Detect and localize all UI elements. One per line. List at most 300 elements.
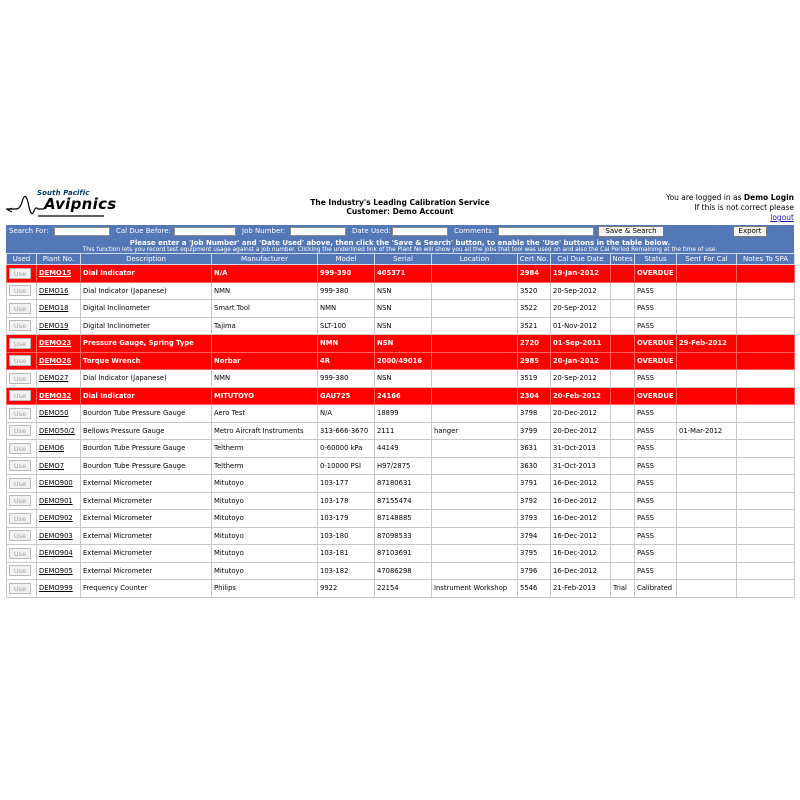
cell-notes-to-spa xyxy=(737,492,795,510)
equipment-table xyxy=(6,253,795,598)
cell-notes-to-spa xyxy=(737,387,795,405)
cell-used xyxy=(7,562,37,580)
col-header-cert-no[interactable]: Cert No. xyxy=(518,254,551,265)
plant-no-link[interactable]: DEMO904 xyxy=(39,549,73,558)
login-user: Demo Login xyxy=(743,193,794,202)
cell-used xyxy=(7,317,37,335)
cell-cal-due-date: 16-Dec-2012 xyxy=(551,510,611,528)
cell-location: Instrument Workshop xyxy=(432,580,518,598)
cell-plant-no xyxy=(37,580,81,598)
cell-description: Digital Inclinometer xyxy=(81,317,212,335)
cell-sent-for-cal xyxy=(677,265,737,283)
col-header-sent-for-cal[interactable]: Sent For Cal xyxy=(677,254,737,265)
plant-no-link[interactable]: DEMO19 xyxy=(39,321,69,330)
cell-sent-for-cal xyxy=(677,527,737,545)
cell-serial: 87103691 xyxy=(375,545,432,563)
cell-serial: 87180631 xyxy=(375,475,432,493)
cell-status: PASS xyxy=(635,562,677,580)
cell-location xyxy=(432,265,518,283)
cell-model: 103-177 xyxy=(318,475,375,493)
use-button[interactable]: Use xyxy=(9,408,31,419)
cell-location xyxy=(432,370,518,388)
plant-no-link[interactable]: DEMO901 xyxy=(39,496,73,505)
col-header-used[interactable]: Used xyxy=(7,254,37,265)
cell-serial: NSN xyxy=(375,282,432,300)
cell-cert-no: 2985 xyxy=(518,352,551,370)
cell-model: NMN xyxy=(318,335,375,353)
cell-used xyxy=(7,352,37,370)
cell-cal-due-date: 20-Sep-2012 xyxy=(551,370,611,388)
table-row xyxy=(7,580,795,598)
cell-manufacturer: Mitutoyo xyxy=(212,492,318,510)
cell-notes xyxy=(611,545,635,563)
cell-description: Digital Inclinometer xyxy=(81,300,212,318)
cell-used xyxy=(7,370,37,388)
cell-notes-to-spa xyxy=(737,352,795,370)
cell-description: Dial Indicator (Japanese) xyxy=(81,370,212,388)
cell-model: 103-178 xyxy=(318,492,375,510)
cell-status: PASS xyxy=(635,440,677,458)
cell-description: Torque Wrench xyxy=(81,352,212,370)
cell-manufacturer: NMN xyxy=(212,370,318,388)
plant-no-link[interactable]: DEMO6 xyxy=(39,444,65,453)
comments-input[interactable] xyxy=(498,227,594,236)
cell-notes-to-spa xyxy=(737,422,795,440)
use-button[interactable]: Use xyxy=(9,548,31,559)
cell-plant-no xyxy=(37,387,81,405)
cell-cal-due-date: 01-Sep-2011 xyxy=(551,335,611,353)
cell-model: 999-380 xyxy=(318,282,375,300)
col-header-serial[interactable]: Serial xyxy=(375,254,432,265)
cell-status: PASS xyxy=(635,475,677,493)
use-button[interactable]: Use xyxy=(9,268,31,279)
cell-cert-no: 3519 xyxy=(518,370,551,388)
cell-cal-due-date: 01-Nov-2012 xyxy=(551,317,611,335)
cell-location xyxy=(432,317,518,335)
cell-notes xyxy=(611,387,635,405)
cell-notes xyxy=(611,317,635,335)
use-button[interactable]: Use xyxy=(9,285,31,296)
cell-plant-no xyxy=(37,527,81,545)
cell-sent-for-cal xyxy=(677,352,737,370)
cell-manufacturer: Teltherm xyxy=(212,440,318,458)
cell-location xyxy=(432,352,518,370)
cell-status: PASS xyxy=(635,545,677,563)
cell-manufacturer: NMN xyxy=(212,282,318,300)
cell-cert-no: 3799 xyxy=(518,422,551,440)
cell-manufacturer: Norbar xyxy=(212,352,318,370)
cell-description: Bellows Pressure Gauge xyxy=(81,422,212,440)
cell-notes-to-spa xyxy=(737,370,795,388)
cell-notes-to-spa xyxy=(737,562,795,580)
instructions-line2: This function lets you record test equipment usage against a job number. Clicking the underlined link of the Plant No will show you all the jobs that tool was used on and also the Cal Period Remaining at the time of use. xyxy=(82,247,718,253)
col-header-description[interactable]: Description xyxy=(81,254,212,265)
cell-notes-to-spa xyxy=(737,265,795,283)
cell-status: OVERDUE xyxy=(635,352,677,370)
plant-no-link[interactable]: DEMO7 xyxy=(39,461,65,470)
use-button[interactable]: Use xyxy=(9,530,31,541)
cell-manufacturer: Teltherm xyxy=(212,457,318,475)
table-row xyxy=(7,352,795,370)
cell-status: PASS xyxy=(635,405,677,423)
cell-location xyxy=(432,440,518,458)
cell-status: OVERDUE xyxy=(635,265,677,283)
plant-no-link[interactable]: DEMO50 xyxy=(39,409,69,418)
cell-sent-for-cal xyxy=(677,580,737,598)
use-button[interactable]: Use xyxy=(9,303,31,314)
cell-notes xyxy=(611,282,635,300)
export-button[interactable]: Export xyxy=(733,226,767,237)
cell-location xyxy=(432,475,518,493)
cell-notes xyxy=(611,422,635,440)
cell-location xyxy=(432,335,518,353)
cell-description: External Micrometer xyxy=(81,492,212,510)
login-notice: If this is not correct please xyxy=(694,203,794,212)
use-button[interactable]: Use xyxy=(9,355,31,366)
cell-description: Dial Indicator (Japanese) xyxy=(81,282,212,300)
use-button[interactable]: Use xyxy=(9,443,31,454)
cell-model: 103-179 xyxy=(318,510,375,528)
cell-plant-no xyxy=(37,562,81,580)
cell-notes-to-spa xyxy=(737,300,795,318)
cell-notes xyxy=(611,440,635,458)
plant-no-link[interactable]: DEMO905 xyxy=(39,566,73,575)
calibration-app xyxy=(0,185,800,593)
cell-notes xyxy=(611,352,635,370)
cell-serial: 44149 xyxy=(375,440,432,458)
cell-serial: NSN xyxy=(375,370,432,388)
table-row xyxy=(7,300,795,318)
cell-serial: 47086298 xyxy=(375,562,432,580)
cell-sent-for-cal xyxy=(677,562,737,580)
date-used-input[interactable] xyxy=(392,227,448,236)
job-number-label: Job Number: xyxy=(242,227,286,235)
cell-notes xyxy=(611,562,635,580)
cell-cal-due-date: 31-Oct-2013 xyxy=(551,457,611,475)
use-button[interactable]: Use xyxy=(9,320,31,331)
cell-status: Calibrated xyxy=(635,580,677,598)
login-prefix: You are logged in as xyxy=(665,193,742,202)
cell-used xyxy=(7,527,37,545)
cell-notes xyxy=(611,527,635,545)
cell-notes-to-spa xyxy=(737,545,795,563)
save-search-button[interactable]: Save & Search xyxy=(598,226,664,237)
logo-top-text: South Pacific xyxy=(37,189,90,197)
cell-status: PASS xyxy=(635,370,677,388)
cell-serial: 18899 xyxy=(375,405,432,423)
cell-cert-no: 3520 xyxy=(518,282,551,300)
logout-link[interactable]: logout xyxy=(770,213,794,222)
cell-location xyxy=(432,387,518,405)
col-header-notes[interactable]: Notes xyxy=(612,255,633,263)
search-bar xyxy=(6,225,794,239)
cell-description: Pressure Gauge, Spring Type xyxy=(81,335,212,353)
search-for-label: Search For: xyxy=(9,227,49,235)
cell-model: 999-390 xyxy=(318,265,375,283)
cell-used xyxy=(7,545,37,563)
cell-notes-to-spa xyxy=(737,457,795,475)
cell-model: 0-10000 PSI xyxy=(318,457,375,475)
login-line xyxy=(666,193,794,203)
cell-description: Bourdon Tube Pressure Gauge xyxy=(81,405,212,423)
cell-sent-for-cal xyxy=(677,492,737,510)
cell-used xyxy=(7,300,37,318)
use-button[interactable]: Use xyxy=(9,478,31,489)
job-number-input[interactable] xyxy=(290,227,346,236)
col-header-notes-to-spa[interactable]: Notes To SPA xyxy=(737,254,795,265)
cell-model: 0-60000 kPa xyxy=(318,440,375,458)
cell-plant-no xyxy=(37,317,81,335)
cell-model: NMN xyxy=(318,300,375,318)
col-header-status[interactable]: Status xyxy=(635,254,677,265)
cell-sent-for-cal xyxy=(677,405,737,423)
cell-serial: 87098533 xyxy=(375,527,432,545)
cell-manufacturer: Mitutoyo xyxy=(212,562,318,580)
cell-description: Bourdon Tube Pressure Gauge xyxy=(81,457,212,475)
cell-description: Dial Indicator xyxy=(81,265,212,283)
cell-location xyxy=(432,527,518,545)
cell-plant-no xyxy=(37,510,81,528)
cell-status: PASS xyxy=(635,527,677,545)
cell-plant-no xyxy=(37,300,81,318)
cell-location xyxy=(432,282,518,300)
cell-plant-no xyxy=(37,405,81,423)
cell-cert-no: 3792 xyxy=(518,492,551,510)
cell-plant-no xyxy=(37,265,81,283)
cell-cal-due-date: 20-Feb-2012 xyxy=(551,387,611,405)
cell-description: External Micrometer xyxy=(81,475,212,493)
cell-serial: 405371 xyxy=(375,265,432,283)
cell-cert-no: 3798 xyxy=(518,405,551,423)
cell-used xyxy=(7,475,37,493)
plant-no-link[interactable]: DEMO32 xyxy=(39,391,72,400)
table-row xyxy=(7,545,795,563)
cell-location xyxy=(432,492,518,510)
cell-sent-for-cal xyxy=(677,510,737,528)
cell-serial: NSN xyxy=(375,317,432,335)
use-button[interactable]: Use xyxy=(9,425,31,436)
col-header-cal-due-date[interactable]: Cal Due Date xyxy=(551,254,611,265)
logo-main-text: Avipnics xyxy=(44,195,117,213)
cell-notes-to-spa xyxy=(737,440,795,458)
plant-no-link[interactable]: DEMO900 xyxy=(39,479,73,488)
search-for-input[interactable] xyxy=(54,227,110,236)
cell-cert-no: 5546 xyxy=(518,580,551,598)
plant-no-link[interactable]: DEMO23 xyxy=(39,339,72,348)
cell-serial: 2111 xyxy=(375,422,432,440)
plant-no-link[interactable]: DEMO50/2 xyxy=(39,426,76,435)
cell-cal-due-date: 16-Dec-2012 xyxy=(551,475,611,493)
cell-serial: 22154 xyxy=(375,580,432,598)
cell-status: PASS xyxy=(635,457,677,475)
cell-status: PASS xyxy=(635,422,677,440)
use-button[interactable]: Use xyxy=(9,390,31,401)
cell-status: PASS xyxy=(635,317,677,335)
cell-cal-due-date: 16-Dec-2012 xyxy=(551,545,611,563)
cell-manufacturer: Mitutoyo xyxy=(212,545,318,563)
cell-plant-no xyxy=(37,457,81,475)
table-header-row xyxy=(7,254,795,265)
cell-model: 4R xyxy=(318,352,375,370)
cell-used xyxy=(7,492,37,510)
cell-model: 103-181 xyxy=(318,545,375,563)
cell-model: 103-182 xyxy=(318,562,375,580)
cell-notes-to-spa xyxy=(737,317,795,335)
cell-notes-to-spa xyxy=(737,580,795,598)
table-row xyxy=(7,335,795,353)
cell-used xyxy=(7,457,37,475)
cell-cert-no: 3631 xyxy=(518,440,551,458)
cell-description: Bourdon Tube Pressure Gauge xyxy=(81,440,212,458)
table-row xyxy=(7,422,795,440)
cell-location xyxy=(432,545,518,563)
cell-used xyxy=(7,282,37,300)
use-button[interactable]: Use xyxy=(9,513,31,524)
cell-cert-no: 3521 xyxy=(518,317,551,335)
instructions-banner xyxy=(6,239,794,253)
table-row xyxy=(7,405,795,423)
cell-sent-for-cal: 01-Mar-2012 xyxy=(677,422,737,440)
cell-cal-due-date: 31-Oct-2013 xyxy=(551,440,611,458)
plant-no-link[interactable]: DEMO903 xyxy=(39,531,73,540)
customer-text: Customer: Demo Account xyxy=(346,207,454,216)
cell-notes xyxy=(611,492,635,510)
cell-manufacturer: Aero Test xyxy=(212,405,318,423)
plant-no-link[interactable]: DEMO999 xyxy=(39,584,73,593)
cell-serial: NSN xyxy=(375,335,432,353)
cell-manufacturer: Mitutoyo xyxy=(212,475,318,493)
cell-serial: NSN xyxy=(375,300,432,318)
cell-description: Dial Indicator xyxy=(81,387,212,405)
table-row xyxy=(7,370,795,388)
cell-cert-no: 3522 xyxy=(518,300,551,318)
date-used-label: Date Used: xyxy=(352,227,391,235)
cell-used xyxy=(7,580,37,598)
plant-no-link[interactable]: DEMO902 xyxy=(39,514,73,523)
cell-sent-for-cal xyxy=(677,300,737,318)
cell-notes-to-spa xyxy=(737,282,795,300)
table-row xyxy=(7,475,795,493)
table-row xyxy=(7,562,795,580)
cell-serial: 24166 xyxy=(375,387,432,405)
cell-model: 103-180 xyxy=(318,527,375,545)
cell-description: External Micrometer xyxy=(81,545,212,563)
cell-cal-due-date: 21-Feb-2013 xyxy=(551,580,611,598)
table-row xyxy=(7,510,795,528)
tagline-text: The Industry's Leading Calibration Service xyxy=(310,198,490,207)
cell-status: PASS xyxy=(635,492,677,510)
cell-plant-no xyxy=(37,440,81,458)
use-button[interactable]: Use xyxy=(9,338,31,349)
use-button[interactable]: Use xyxy=(9,495,31,506)
cell-description: External Micrometer xyxy=(81,562,212,580)
cell-cert-no: 2304 xyxy=(518,387,551,405)
cell-model: 313-666-3670 xyxy=(318,422,375,440)
table-body xyxy=(7,265,795,598)
cell-cal-due-date: 20-Sep-2012 xyxy=(551,282,611,300)
cell-cal-due-date: 16-Dec-2012 xyxy=(551,527,611,545)
cell-manufacturer: Smart Tool xyxy=(212,300,318,318)
col-header-manufacturer[interactable]: Manufacturer xyxy=(212,254,318,265)
cell-cal-due-date: 20-Sep-2012 xyxy=(551,300,611,318)
use-button[interactable]: Use xyxy=(9,460,31,471)
table-row xyxy=(7,282,795,300)
cell-status: OVERDUE xyxy=(635,335,677,353)
table-row xyxy=(7,387,795,405)
page-header xyxy=(0,185,800,223)
col-header-plant-no[interactable]: Plant No. xyxy=(37,254,81,265)
table-row xyxy=(7,457,795,475)
cell-plant-no xyxy=(37,370,81,388)
cell-used xyxy=(7,265,37,283)
cell-notes xyxy=(611,475,635,493)
cell-description: External Micrometer xyxy=(81,527,212,545)
cell-manufacturer: N/A xyxy=(212,265,318,283)
cell-sent-for-cal xyxy=(677,370,737,388)
plant-no-link[interactable]: DEMO18 xyxy=(39,304,69,313)
cell-model: N/A xyxy=(318,405,375,423)
cell-status: PASS xyxy=(635,282,677,300)
cell-plant-no xyxy=(37,282,81,300)
cell-cal-due-date: 16-Dec-2012 xyxy=(551,492,611,510)
cell-notes-to-spa xyxy=(737,405,795,423)
table-row xyxy=(7,492,795,510)
instructions-line1: Please enter a 'Job Number' and 'Date Used' above, then click the 'Save & Search' button, to enable the 'Use' buttons in the table below. xyxy=(129,239,671,247)
cell-cert-no: 3793 xyxy=(518,510,551,528)
cell-location xyxy=(432,562,518,580)
plant-no-link[interactable]: DEMO27 xyxy=(39,374,69,383)
cal-due-before-input[interactable] xyxy=(174,227,236,236)
cell-cert-no: 2720 xyxy=(518,335,551,353)
table-row xyxy=(7,265,795,283)
cell-serial: 87155474 xyxy=(375,492,432,510)
cell-cal-due-date: 20-Dec-2012 xyxy=(551,422,611,440)
cell-plant-no xyxy=(37,492,81,510)
cell-description: Frequency Counter xyxy=(81,580,212,598)
use-button[interactable]: Use xyxy=(9,583,31,594)
col-header-model[interactable]: Model xyxy=(318,254,375,265)
use-button[interactable]: Use xyxy=(9,565,31,576)
cell-cert-no: 3794 xyxy=(518,527,551,545)
col-header-location[interactable]: Location xyxy=(432,254,518,265)
cell-location xyxy=(432,457,518,475)
cell-cert-no: 3630 xyxy=(518,457,551,475)
cell-location xyxy=(432,300,518,318)
plant-no-link[interactable]: DEMO26 xyxy=(39,356,72,365)
cell-plant-no xyxy=(37,422,81,440)
cell-notes-to-spa xyxy=(737,335,795,353)
cell-used xyxy=(7,510,37,528)
cell-notes-to-spa xyxy=(737,510,795,528)
cell-sent-for-cal xyxy=(677,317,737,335)
use-button[interactable]: Use xyxy=(9,373,31,384)
cell-model: GAU725 xyxy=(318,387,375,405)
plant-no-link[interactable]: DEMO16 xyxy=(39,286,69,295)
login-status xyxy=(666,193,794,223)
cell-cal-due-date: 20-Dec-2012 xyxy=(551,405,611,423)
cell-used xyxy=(7,387,37,405)
plant-no-link[interactable]: DEMO15 xyxy=(39,269,72,278)
cell-model: 999-380 xyxy=(318,370,375,388)
cell-sent-for-cal xyxy=(677,545,737,563)
cell-notes xyxy=(611,370,635,388)
cell-status: PASS xyxy=(635,300,677,318)
cell-manufacturer: Metro Aircraft Instruments xyxy=(212,422,318,440)
cell-status: PASS xyxy=(635,510,677,528)
cell-sent-for-cal xyxy=(677,475,737,493)
cell-manufacturer: Mitutoyo xyxy=(212,510,318,528)
cell-sent-for-cal xyxy=(677,457,737,475)
